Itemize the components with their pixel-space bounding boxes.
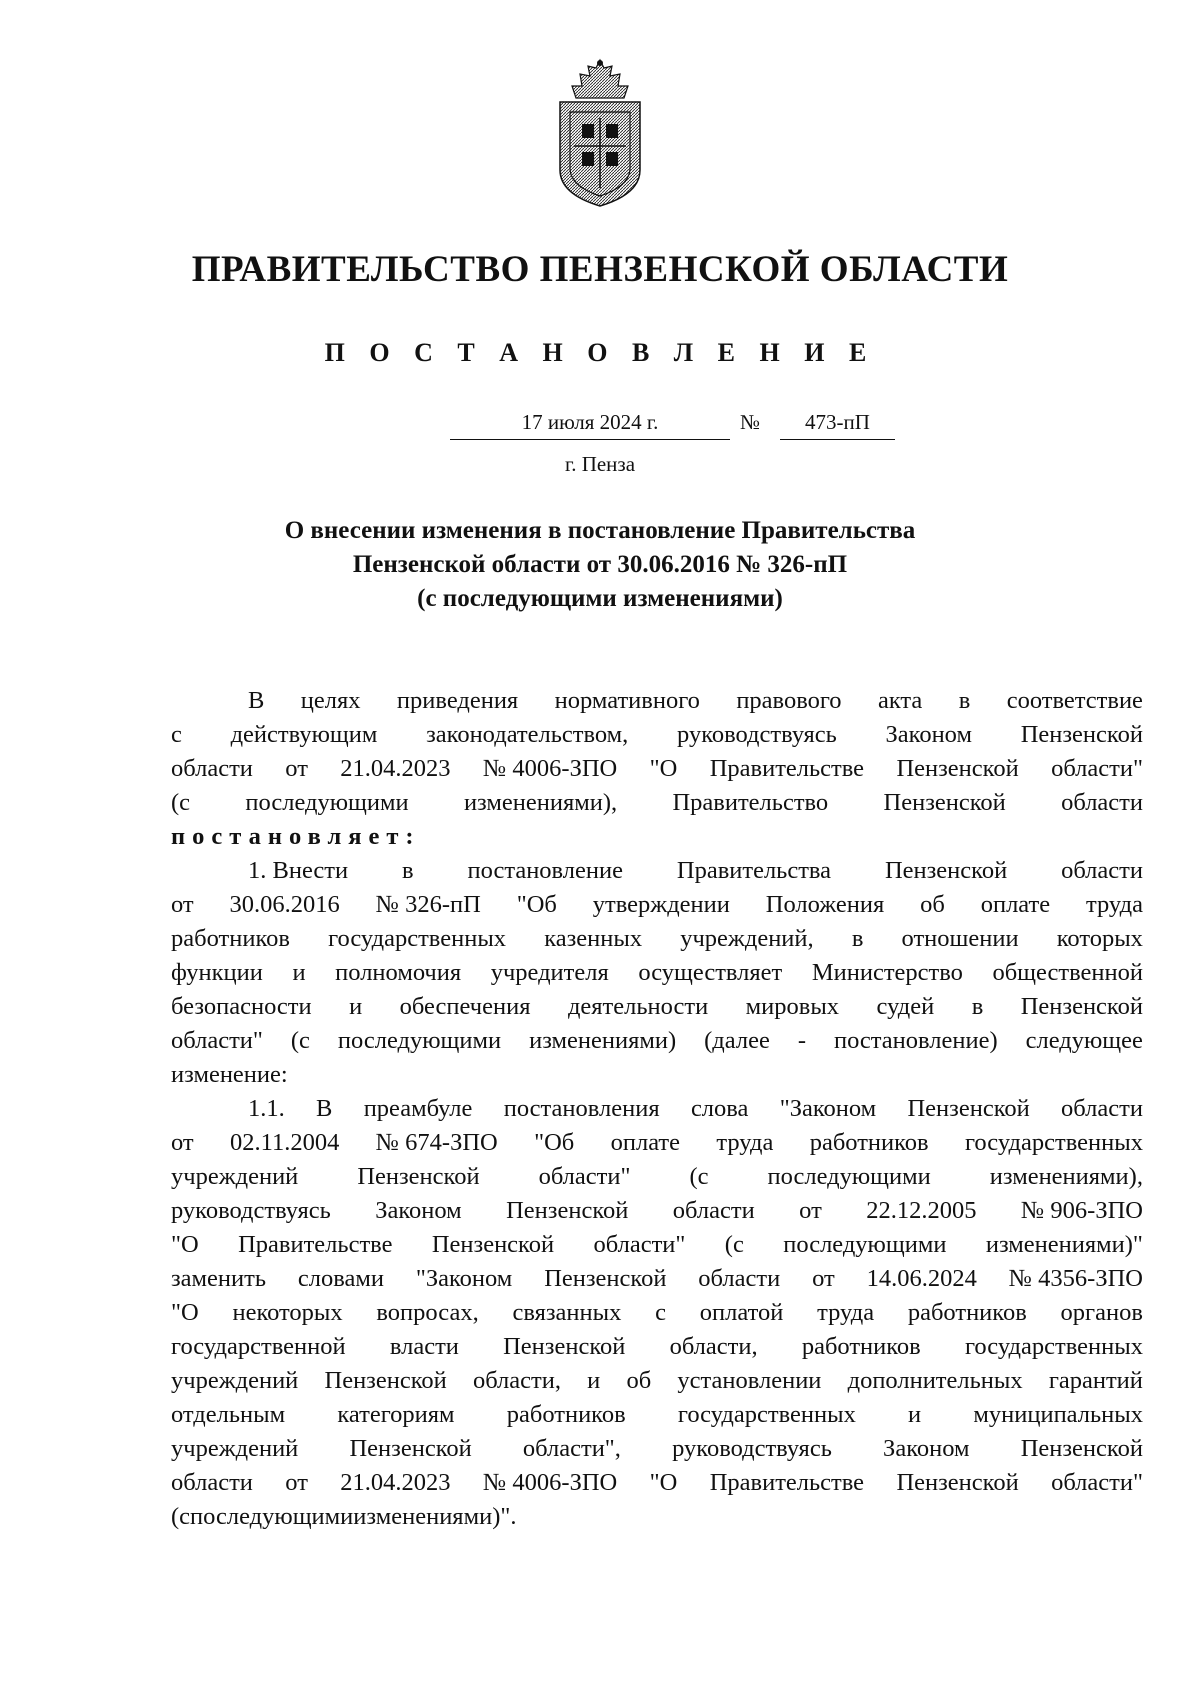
word: судей bbox=[876, 993, 935, 1020]
paragraph-line bbox=[171, 786, 1143, 820]
word: преамбуле bbox=[363, 1095, 473, 1122]
heading-line: О внесении изменения в постановление Правительства bbox=[284, 517, 916, 544]
paragraph-line bbox=[171, 684, 1143, 718]
word: работников bbox=[506, 1401, 626, 1428]
word: 21.04.2023 bbox=[340, 1469, 451, 1496]
word: области" bbox=[171, 1027, 263, 1054]
word: и bbox=[292, 959, 306, 986]
word: Пензенской bbox=[349, 1435, 472, 1462]
paragraph-line bbox=[171, 1058, 1143, 1092]
word: оплате bbox=[610, 1129, 681, 1156]
paragraph-line bbox=[171, 1466, 1143, 1500]
word: (с bbox=[724, 1231, 744, 1258]
word: области bbox=[1061, 789, 1143, 816]
word: № 674-ЗПО bbox=[375, 1129, 498, 1156]
paragraph-line bbox=[171, 752, 1143, 786]
word: № 906-ЗПО bbox=[1020, 1197, 1143, 1224]
word: "О bbox=[649, 755, 678, 782]
word: государственных bbox=[964, 1129, 1143, 1156]
word: руководствуясь bbox=[677, 721, 837, 748]
word: нормативного bbox=[554, 687, 700, 714]
word: области", bbox=[522, 1435, 621, 1462]
word: № 4006-ЗПО bbox=[482, 755, 618, 782]
word: словами bbox=[297, 1265, 384, 1292]
paragraph-line bbox=[171, 1500, 1143, 1534]
word: руководствуясь bbox=[672, 1435, 832, 1462]
word: работников bbox=[801, 1333, 921, 1360]
word: области bbox=[672, 1197, 755, 1224]
paragraph-line bbox=[171, 1092, 1143, 1126]
word: учреждений, bbox=[680, 925, 814, 952]
word: категориям bbox=[337, 1401, 455, 1428]
word: 14.06.2024 bbox=[866, 1265, 977, 1292]
word: 22.12.2005 bbox=[866, 1197, 977, 1224]
word: В bbox=[248, 687, 265, 714]
word: в bbox=[958, 687, 971, 714]
word: В bbox=[316, 1095, 333, 1122]
paragraph-line bbox=[171, 1330, 1143, 1364]
word: 1. Внести bbox=[248, 857, 349, 884]
word: приведения bbox=[396, 687, 519, 714]
word: постановление) bbox=[833, 1027, 998, 1054]
word: и bbox=[587, 1367, 601, 1394]
word: связанных bbox=[512, 1299, 622, 1326]
word: Пензенской bbox=[503, 1333, 626, 1360]
word: "О bbox=[171, 1299, 199, 1326]
paragraph-line bbox=[171, 990, 1143, 1024]
word: Правительство bbox=[672, 789, 829, 816]
word: установлении bbox=[677, 1367, 822, 1394]
word: отношении bbox=[901, 925, 1019, 952]
paragraph-line bbox=[171, 1024, 1143, 1058]
word: № 4006-ЗПО bbox=[482, 1469, 618, 1496]
word: действующим bbox=[230, 721, 378, 748]
date-number-line bbox=[450, 410, 890, 444]
word: области, bbox=[472, 1367, 561, 1394]
word: и bbox=[349, 993, 363, 1020]
word: мировых bbox=[745, 993, 840, 1020]
word: Положения bbox=[765, 891, 885, 918]
word: утверждении bbox=[592, 891, 730, 918]
word: деятельности bbox=[567, 993, 709, 1020]
word: изменениями)". bbox=[353, 1503, 517, 1530]
word: области" bbox=[538, 1163, 631, 1190]
word: казенных bbox=[544, 925, 643, 952]
word: Законом bbox=[883, 1435, 970, 1462]
word: Правительстве bbox=[238, 1231, 393, 1258]
word: государственных bbox=[677, 1401, 856, 1428]
word: Пензенской bbox=[883, 789, 1006, 816]
word: (с bbox=[171, 1503, 191, 1530]
word: Правительстве bbox=[709, 1469, 865, 1496]
word: Правительства bbox=[676, 857, 832, 884]
word: учреждений bbox=[171, 1435, 299, 1462]
word: изменениями)" bbox=[985, 1231, 1143, 1258]
word: в bbox=[851, 925, 864, 952]
document-city: г. Пенза bbox=[564, 452, 636, 476]
word: (с bbox=[290, 1027, 310, 1054]
word: Пензенской bbox=[907, 1095, 1030, 1122]
word: некоторых bbox=[232, 1299, 343, 1326]
penza-oblast-coat-of-arms-icon bbox=[554, 58, 646, 208]
word: работников bbox=[171, 925, 290, 952]
document-body bbox=[171, 684, 1143, 1534]
word: 02.11.2004 bbox=[229, 1129, 340, 1156]
word: целях bbox=[300, 687, 361, 714]
paragraph-line bbox=[171, 1160, 1143, 1194]
paragraph-line bbox=[171, 1398, 1143, 1432]
paragraph-line bbox=[171, 1194, 1143, 1228]
word: от bbox=[171, 1129, 194, 1156]
document-date: 17 июля 2024 г. bbox=[450, 410, 730, 440]
word: области, bbox=[669, 1333, 758, 1360]
word: труда bbox=[1086, 891, 1143, 918]
word: (с bbox=[171, 789, 191, 816]
word: Пензенской bbox=[896, 755, 1019, 782]
word: следующее bbox=[1025, 1027, 1143, 1054]
paragraph-line bbox=[171, 1432, 1143, 1466]
document-heading bbox=[200, 514, 1000, 616]
word: 30.06.2016 bbox=[229, 891, 340, 918]
paragraph-line bbox=[171, 1262, 1143, 1296]
number-sign: № bbox=[740, 410, 761, 434]
word: вопросах, bbox=[376, 1299, 479, 1326]
word: области" bbox=[593, 1231, 686, 1258]
word: постановления bbox=[503, 1095, 660, 1122]
paragraph-line bbox=[171, 1228, 1143, 1262]
word: изменениями), bbox=[463, 789, 618, 816]
word: области bbox=[171, 755, 253, 782]
word: № 4356-ЗПО bbox=[1008, 1265, 1143, 1292]
word: (с bbox=[689, 1163, 709, 1190]
paragraph-line bbox=[171, 718, 1143, 752]
word: области bbox=[1061, 857, 1143, 884]
word: работников bbox=[907, 1299, 1027, 1326]
word: труда bbox=[817, 1299, 875, 1326]
word: власти bbox=[389, 1333, 459, 1360]
word: об bbox=[626, 1367, 652, 1394]
word: (далее bbox=[704, 1027, 770, 1054]
word: Пензенской bbox=[884, 857, 1008, 884]
word: области bbox=[1061, 1095, 1143, 1122]
word: "Законом bbox=[415, 1265, 513, 1292]
word: от bbox=[285, 755, 308, 782]
word: последующими bbox=[783, 1231, 947, 1258]
word: Министерство bbox=[811, 959, 963, 986]
word: труда bbox=[716, 1129, 774, 1156]
word: учреждений bbox=[171, 1367, 299, 1394]
word: с bbox=[655, 1299, 666, 1326]
word: от bbox=[799, 1197, 822, 1224]
word: Правительстве bbox=[709, 755, 865, 782]
word: функции bbox=[171, 959, 263, 986]
heading-line: (с последующими изменениями) bbox=[417, 585, 783, 612]
word: последующими bbox=[337, 1027, 502, 1054]
word: акта bbox=[877, 687, 923, 714]
word: оплатой bbox=[699, 1299, 784, 1326]
word: Пензенской bbox=[1020, 1435, 1143, 1462]
word: области bbox=[171, 1469, 253, 1496]
word: № 326-пП bbox=[375, 891, 481, 918]
document-type: П О С Т А Н О В Л Е Н И Е bbox=[324, 338, 876, 367]
word: Пензенской bbox=[431, 1231, 555, 1258]
word: общественной bbox=[992, 959, 1143, 986]
word: - bbox=[797, 1027, 806, 1054]
word: изменение: bbox=[171, 1061, 288, 1088]
heading-line: Пензенской области от 30.06.2016 № 326-пП bbox=[352, 551, 848, 578]
word: постановление bbox=[467, 857, 623, 884]
word: осуществляет bbox=[638, 959, 783, 986]
word: отдельным bbox=[171, 1401, 286, 1428]
word: Пензенской bbox=[1020, 721, 1143, 748]
word: безопасности bbox=[171, 993, 312, 1020]
word: Законом bbox=[885, 721, 972, 748]
word: области" bbox=[1051, 1469, 1143, 1496]
word: об bbox=[920, 891, 945, 918]
paragraph-line bbox=[171, 956, 1143, 990]
word: соответствие bbox=[1006, 687, 1143, 714]
word: "Об bbox=[534, 1129, 575, 1156]
word: законодательством, bbox=[426, 721, 629, 748]
word: последующими bbox=[190, 1503, 354, 1530]
word: учреждений bbox=[171, 1163, 299, 1190]
word: полномочия bbox=[335, 959, 462, 986]
paragraph-line bbox=[171, 854, 1143, 888]
word: и bbox=[908, 1401, 922, 1428]
word: от bbox=[285, 1469, 308, 1496]
paragraph-line bbox=[171, 922, 1143, 956]
word: обеспечения bbox=[399, 993, 531, 1020]
word: слова bbox=[690, 1095, 749, 1122]
word: дополнительных bbox=[847, 1367, 1023, 1394]
word: органов bbox=[1060, 1299, 1143, 1326]
word: руководствуясь bbox=[171, 1197, 331, 1224]
word: государственных bbox=[964, 1333, 1143, 1360]
word: гарантий bbox=[1048, 1367, 1143, 1394]
word: работников bbox=[809, 1129, 929, 1156]
paragraph-line bbox=[171, 1364, 1143, 1398]
paragraph-line bbox=[171, 1296, 1143, 1330]
word: государственной bbox=[171, 1333, 346, 1360]
word: Пензенской bbox=[506, 1197, 629, 1224]
word: Пензенской bbox=[896, 1469, 1019, 1496]
word: от bbox=[171, 891, 194, 918]
word: учредителя bbox=[490, 959, 609, 986]
word: "О bbox=[649, 1469, 678, 1496]
word: которых bbox=[1056, 925, 1143, 952]
paragraph-line bbox=[171, 820, 1143, 854]
word: оплате bbox=[980, 891, 1051, 918]
word: Пензенской bbox=[1020, 993, 1143, 1020]
word: в bbox=[402, 857, 414, 884]
paragraph-line bbox=[171, 1126, 1143, 1160]
document-number: 473-пП bbox=[780, 410, 895, 440]
word: последующими bbox=[767, 1163, 931, 1190]
word: "О bbox=[171, 1231, 199, 1258]
word: Пензенской bbox=[357, 1163, 480, 1190]
word: последующими bbox=[245, 789, 409, 816]
paragraph-line bbox=[171, 888, 1143, 922]
government-title: ПРАВИТЕЛЬСТВО ПЕНЗЕНСКОЙ ОБЛАСТИ bbox=[191, 249, 1009, 290]
word: изменениями) bbox=[529, 1027, 677, 1054]
word: в bbox=[971, 993, 984, 1020]
word: государственных bbox=[328, 925, 507, 952]
word: правового bbox=[736, 687, 842, 714]
word: области" bbox=[1051, 755, 1143, 782]
word: муниципальных bbox=[973, 1401, 1143, 1428]
word: "Об bbox=[516, 891, 557, 918]
word: с bbox=[171, 721, 182, 748]
word: заменить bbox=[171, 1265, 267, 1292]
word: Пензенской bbox=[324, 1367, 447, 1394]
word: области bbox=[698, 1265, 781, 1292]
word: "Законом bbox=[779, 1095, 877, 1122]
word: от bbox=[812, 1265, 835, 1292]
word: изменениями), bbox=[989, 1163, 1143, 1190]
word: 1.1. bbox=[248, 1095, 285, 1122]
word: постановляет: bbox=[171, 823, 421, 850]
word: Законом bbox=[375, 1197, 462, 1224]
word: 21.04.2023 bbox=[340, 755, 451, 782]
word: Пензенской bbox=[544, 1265, 667, 1292]
